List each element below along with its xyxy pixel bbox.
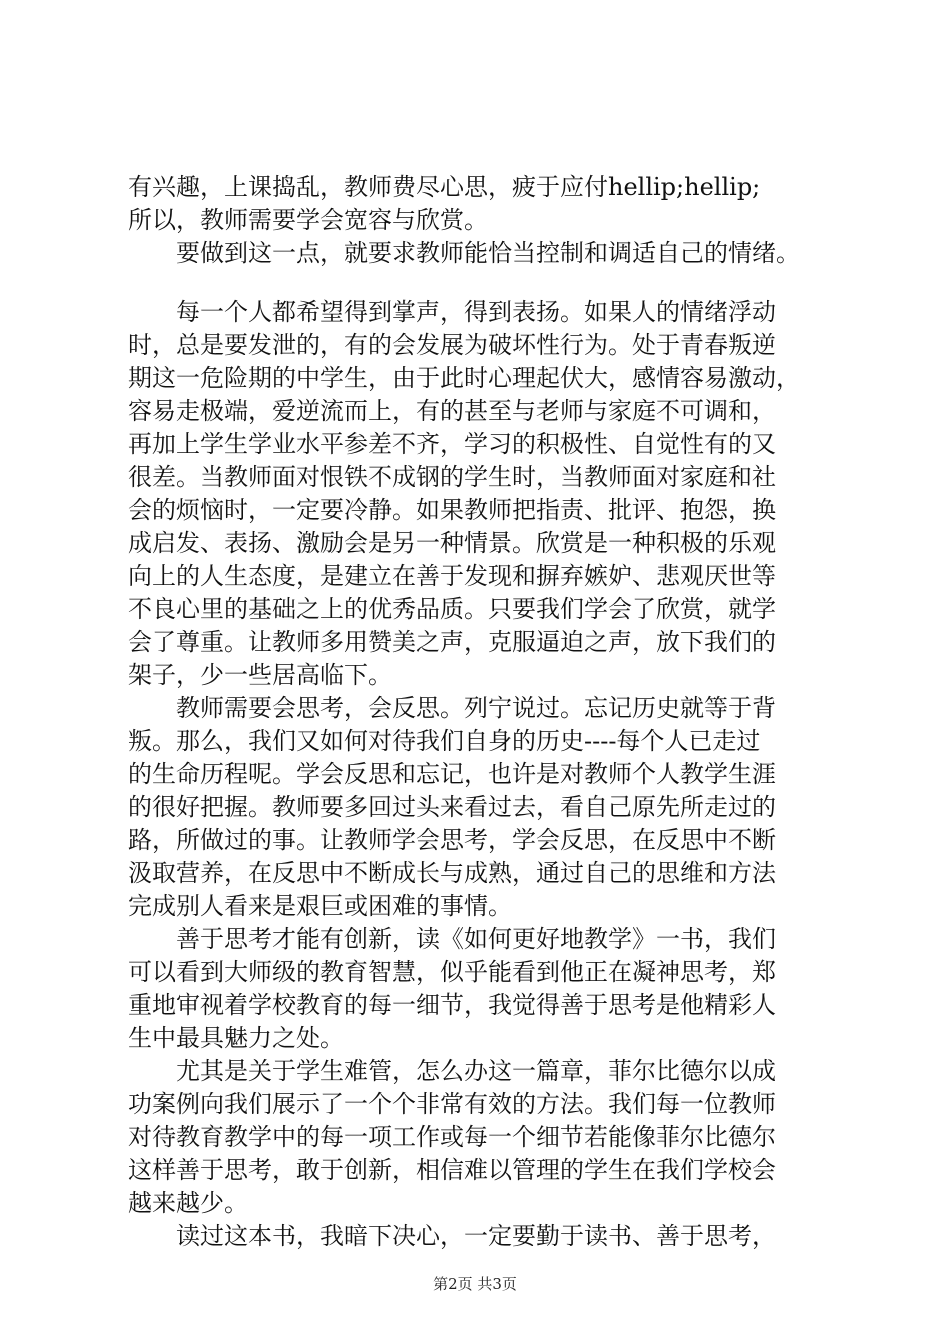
- text-line: 可以看到大师级的教育智慧，似乎能看到他正在凝神思考，郑: [128, 958, 776, 986]
- text-line: 越来越少。: [128, 1189, 248, 1217]
- text-line: 路，所做过的事。让教师学会思考，学会反思，在反思中不断: [128, 826, 776, 854]
- text-line: 不良心里的基础之上的优秀品质。只要我们学会了欣赏，就学: [128, 595, 776, 623]
- text-line: 所以，教师需要学会宽容与欣赏。: [128, 206, 488, 234]
- text-line: 成启发、表扬、激励会是另一种情景。欣赏是一种积极的乐观: [128, 529, 776, 557]
- text-line: 再加上学生学业水平参差不齐，学习的积极性、自觉性有的又: [128, 430, 776, 458]
- text-line: 善于思考才能有创新，读《如何更好地教学》一书，我们: [128, 925, 776, 953]
- document-body: [128, 171, 840, 1253]
- text-line: 的生命历程呢。学会反思和忘记，也许是对教师个人教学生涯: [128, 760, 776, 788]
- text-line: 读过这本书，我暗下决心，一定要勤于读书、善于思考，: [128, 1222, 776, 1250]
- paragraph-gap: [128, 270, 840, 296]
- text-line: 功案例向我们展示了一个个非常有效的方法。我们每一位教师: [128, 1090, 776, 1118]
- text-line: 对待教育教学中的每一项工作或每一个细节若能像菲尔比德尔: [128, 1123, 776, 1151]
- text-line: 尤其是关于学生难管，怎么办这一篇章，菲尔比德尔以成: [128, 1057, 776, 1085]
- text-line: 容易走极端，爱逆流而上，有的甚至与老师与家庭不可调和，: [128, 397, 776, 425]
- text-line: 的很好把握。教师要多回过头来看过去，看自己原先所走过的: [128, 793, 776, 821]
- text-line: 要做到这一点，就要求教师能恰当控制和调适自己的情绪。: [128, 239, 800, 267]
- text-line: 生中最具魅力之处。: [128, 1024, 344, 1052]
- text-line: 会了尊重。让教师多用赞美之声，克服逼迫之声，放下我们的: [128, 628, 776, 656]
- text-line: 架子，少一些居高临下。: [128, 661, 392, 689]
- text-line: 完成别人看来是艰巨或困难的事情。: [128, 892, 512, 920]
- text-line: 每一个人都希望得到掌声，得到表扬。如果人的情绪浮动: [128, 298, 776, 326]
- text-line: 这样善于思考，敢于创新，相信难以管理的学生在我们学校会: [128, 1156, 776, 1184]
- text-line: 汲取营养，在反思中不断成长与成熟，通过自己的思维和方法: [128, 859, 776, 887]
- text-line: 教师需要会思考，会反思。列宁说过。忘记历史就等于背: [128, 694, 776, 722]
- text-line: 会的烦恼时，一定要冷静。如果教师把指责、批评、抱怨，换: [128, 496, 776, 524]
- text-line: 很差。当教师面对恨铁不成钢的学生时，当教师面对家庭和社: [128, 463, 776, 491]
- text-line: 叛。那么，我们又如何对待我们自身的历史----每个人已走过: [128, 727, 761, 755]
- page-footer: 第2页 共3页: [433, 1275, 517, 1293]
- text-line: 重地审视着学校教育的每一细节，我觉得善于思考是他精彩人: [128, 991, 776, 1019]
- text-line: 时，总是要发泄的，有的会发展为破坏性行为。处于青春叛逆: [128, 331, 776, 359]
- text-line: 向上的人生态度，是建立在善于发现和摒弃嫉妒、悲观厌世等: [128, 562, 776, 590]
- text-line: 有兴趣，上课捣乱，教师费尽心思，疲于应付hellip;hellip;: [128, 173, 761, 201]
- text-line: 期这一危险期的中学生，由于此时心理起伏大，感情容易激动，: [128, 364, 800, 392]
